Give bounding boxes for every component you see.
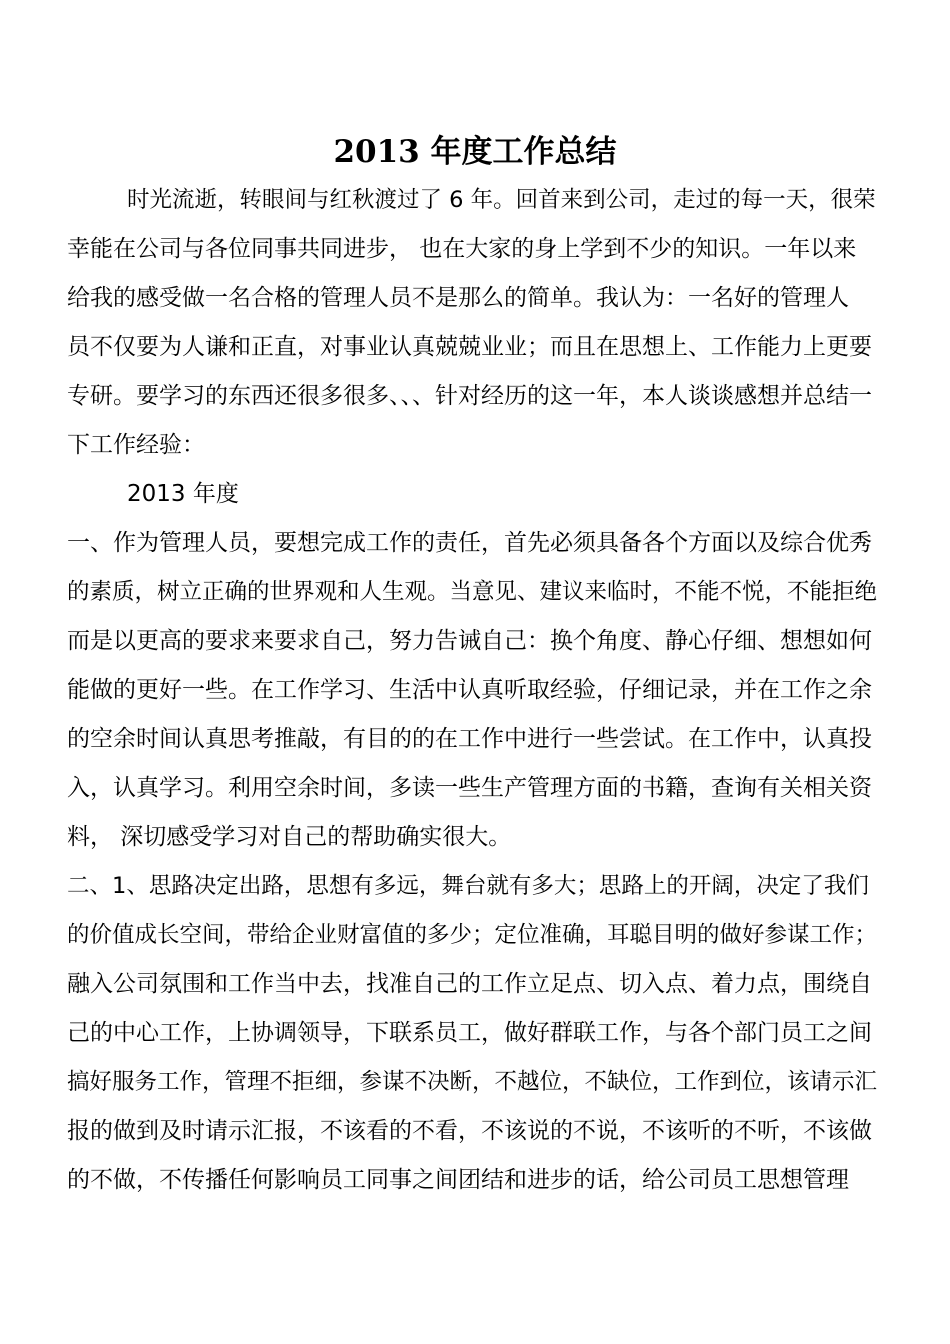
paragraph-line: 专研。要学习的东西还很多很多、、、针对经历的这一年，本人谈谈感想并总结一 — [67, 383, 872, 409]
paragraph-line: 搞好服务工作，管理不拒细，参谋不决断，不越位，不缺位，工作到位，该请示汇 — [67, 1069, 878, 1095]
paragraph-line: 幸能在公司与各位同事共同进步， 也在大家的身上学到不少的知识。一年以来 — [67, 236, 857, 262]
document-body — [67, 176, 883, 1205]
paragraph-line: 的价值成长空间，带给企业财富值的多少；定位准确，耳聪目明的做好参谋工作； — [67, 922, 878, 948]
paragraph-line: 融入公司氛围和工作当中去，找准自己的工作立足点、切入点、着力点，围绕自 — [67, 971, 872, 997]
paragraph-line: 能做的更好一些。在工作学习、生活中认真听取经验，仔细记录，并在工作之余 — [67, 677, 872, 703]
document-title: 2013 年度工作总结 — [333, 134, 617, 170]
paragraph-line: 的不做，不传播任何影响员工同事之间团结和进步的话，给公司员工思想管理 — [67, 1167, 849, 1193]
paragraph-line: 给我的感受做一名合格的管理人员不是那么的简单。我认为：一名好的管理人 — [67, 285, 849, 311]
paragraph-line: 时光流逝，转眼间与红秋渡过了 6 年。回首来到公司，走过的每一天，很荣 — [127, 187, 876, 213]
paragraph-line: 的空余时间认真思考推敲，有目的的在工作中进行一些尝试。在工作中，认真投 — [67, 726, 872, 752]
paragraph-line: 二、1、思路决定出路，思想有多远，舞台就有多大；思路上的开阔，决定了我们 — [67, 873, 869, 899]
paragraph-line: 的素质，树立正确的世界观和人生观。当意见、建议来临时，不能不悦，不能拒绝 — [67, 579, 878, 605]
paragraph-line: 一、作为管理人员，要想完成工作的责任，首先必须具备各个方面以及综合优秀 — [67, 530, 872, 556]
paragraph-line: 员不仅要为人谦和正直，对事业认真兢兢业业；而且在思想上、工作能力上更要 — [67, 334, 872, 360]
paragraph-line: 料， 深切感受学习对自己的帮助确实很大。 — [67, 824, 512, 850]
paragraph-line: 己的中心工作，上协调领导，下联系员工，做好群联工作，与各个部门员工之间 — [67, 1020, 872, 1046]
section-heading: 2013 年度 — [127, 481, 239, 507]
paragraph-line: 下工作经验： — [67, 432, 205, 458]
paragraph-line: 而是以更高的要求来要求自己，努力告诫自己：换个角度、静心仔细、想想如何 — [67, 628, 872, 654]
paragraph-line: 入，认真学习。利用空余时间，多读一些生产管理方面的书籍，查询有关相关资 — [67, 775, 872, 801]
paragraph-line: 报的做到及时请示汇报，不该看的不看，不该说的不说，不该听的不听，不该做 — [67, 1118, 872, 1144]
